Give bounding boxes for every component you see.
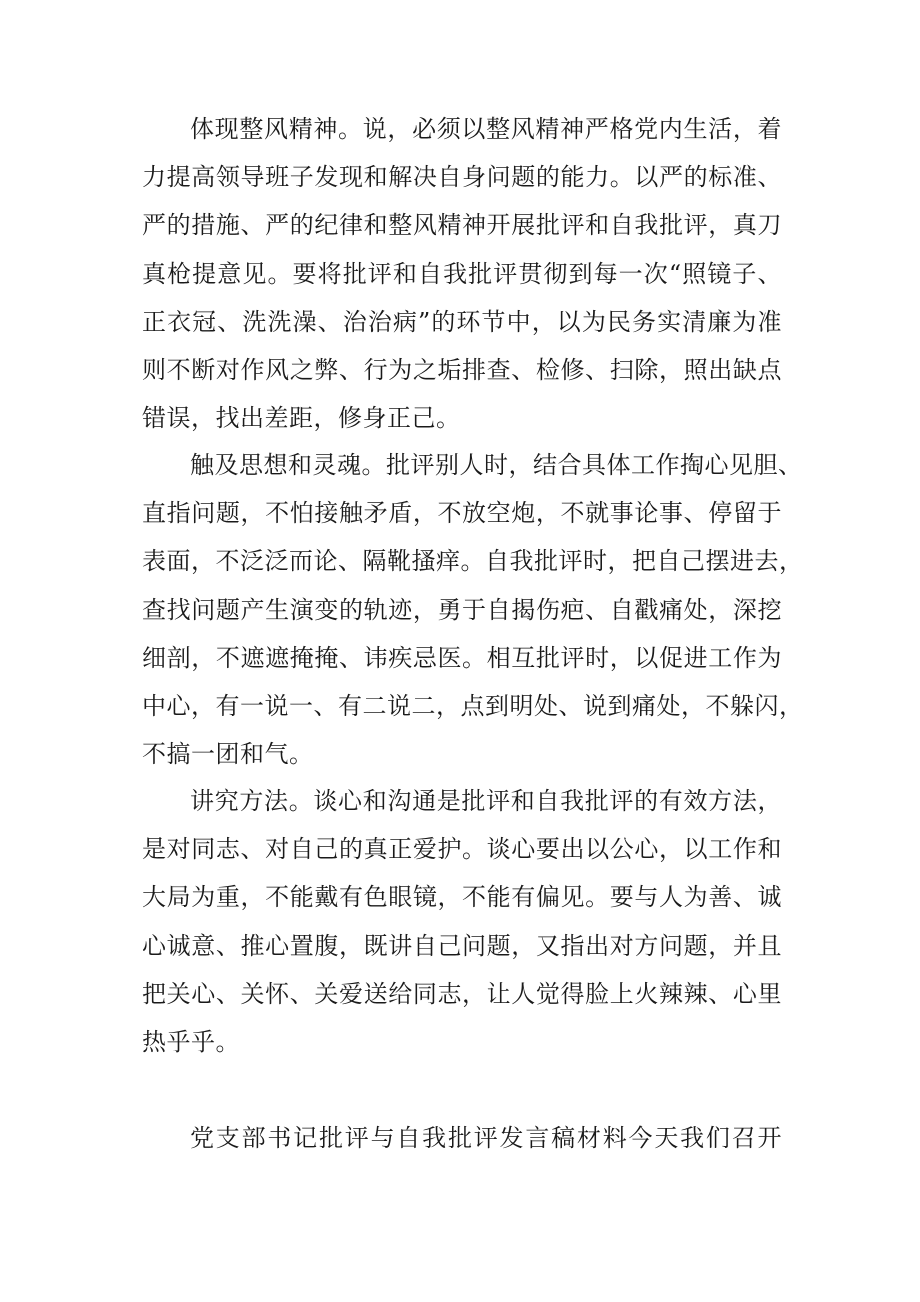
- text-line: 心诚意、推心置腹，既讲自己问题，又指出对方问题，并且: [142, 931, 782, 960]
- text-line: 体现整风精神。说，必须以整风精神严格党内生活，着: [190, 115, 782, 143]
- text-line: 则不断对作风之弊、行为之垢排查、检修、扫除，照出缺点: [142, 355, 782, 384]
- paragraph-speech-heading: [142, 1114, 782, 1162]
- text-line: 表面，不泛泛而论、隔靴搔痒。自我批评时，把自己摆进去，: [142, 547, 804, 576]
- text-line: 正衣冠、洗洗澡、治治病”的环节中，以为民务实清廉为准: [142, 307, 782, 336]
- text-line: 错误，找出差距，修身正己。: [142, 404, 461, 433]
- text-line: 查找问题产生演变的轨迹，勇于自揭伤疤、自戳痛处，深挖: [142, 595, 782, 624]
- text-line: 把关心、关怀、关爱送给同志，让人觉得脸上火辣辣、心里: [142, 979, 782, 1008]
- text-line: 直指问题，不怕接触矛盾，不放空炮，不就事论事、停留于: [142, 499, 782, 528]
- text-line: 严的措施、严的纪律和整风精神开展批评和自我批评，真刀: [142, 211, 782, 240]
- text-line: 中心，有一说一、有二说二，点到明处、说到痛处，不躲闪，: [142, 691, 804, 720]
- text-line: 大局为重，不能戴有色眼镜，不能有偏见。要与人为善、诚: [142, 883, 782, 912]
- paragraph-method: [142, 777, 782, 1066]
- text-line: 讲究方法。谈心和沟通是批评和自我批评的有效方法，: [190, 787, 782, 815]
- paragraph-touch-thought-and-soul: [142, 441, 804, 778]
- text-line: 细剖，不遮遮掩掩、讳疾忌医。相互批评时，以促进工作为: [142, 643, 782, 672]
- text-line: 党支部书记批评与自我批评发言稿材料今天我们召开: [190, 1124, 782, 1152]
- text-line: 热乎乎。: [142, 1027, 240, 1056]
- text-line: 真枪提意见。要将批评和自我批评贯彻到每一次“照镜子、: [142, 259, 782, 288]
- text-line: 触及思想和灵魂。批评别人时，结合具体工作掏心见胆、: [190, 451, 803, 479]
- paragraph-reflect-rectification-spirit: [142, 105, 782, 442]
- text-line: 力提高领导班子发现和解决自身问题的能力。以严的标准、: [142, 163, 782, 192]
- text-line: 不搞一团和气。: [142, 740, 314, 769]
- text-line: 是对同志、对自己的真正爱护。谈心要出以公心，以工作和: [142, 835, 782, 864]
